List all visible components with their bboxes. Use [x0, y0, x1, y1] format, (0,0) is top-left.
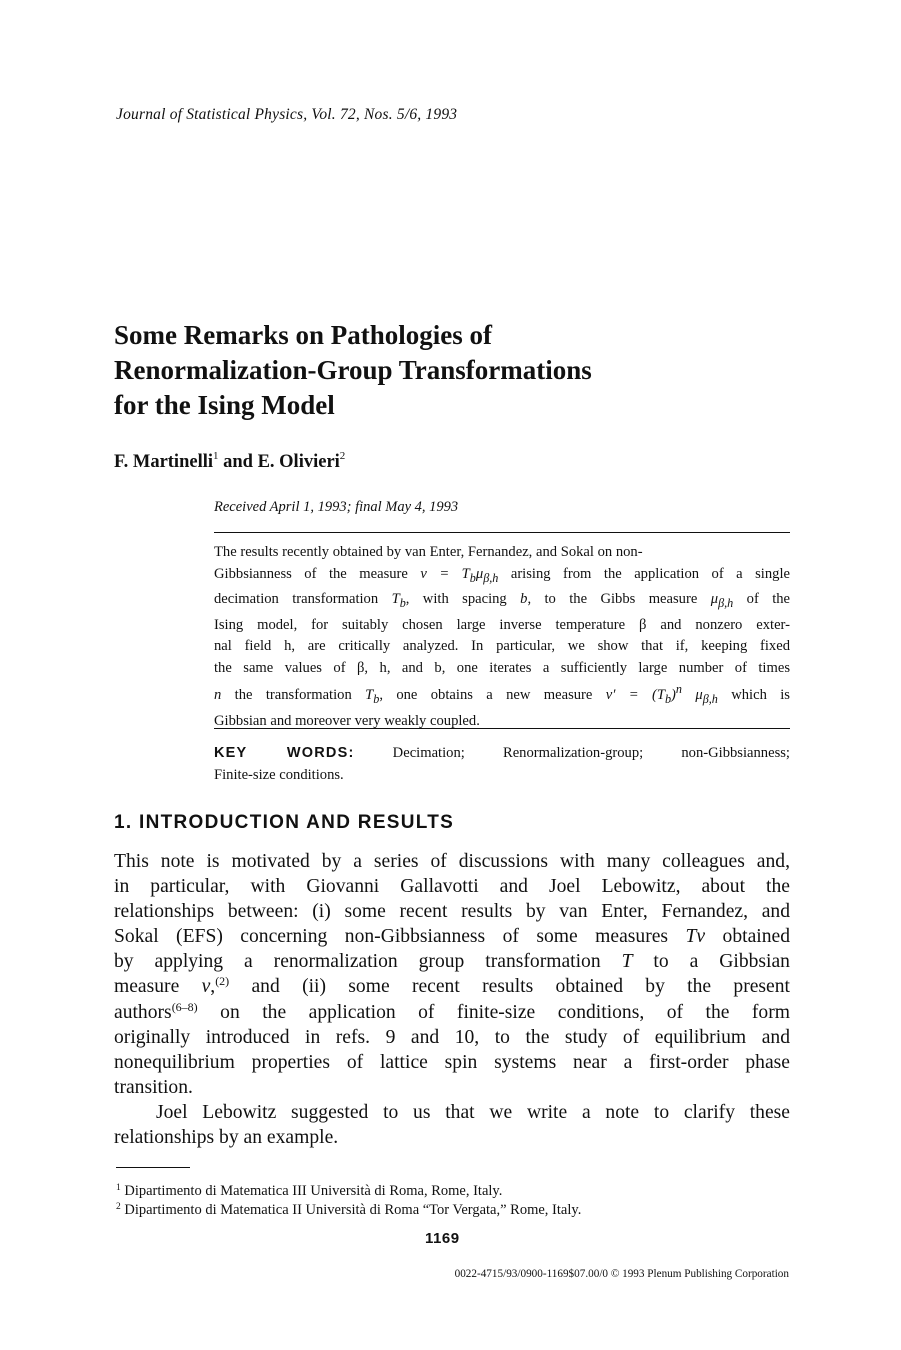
author-conjunction: and: [223, 452, 253, 472]
author-name: E. Olivieri: [257, 452, 340, 472]
abstract-line: The results recently obtained by van Enter, Fernandez, and Sokal on non-: [214, 544, 643, 560]
footnote-mark: 1: [116, 1183, 121, 1193]
abstract: [214, 542, 790, 732]
abstract-line: [214, 564, 790, 590]
abstract-text: decimation transformation: [214, 591, 379, 608]
footnote: [116, 1179, 502, 1200]
body-line: in particular, with Giovanni Gallavotti and Joel Lebowitz, about the: [114, 876, 790, 898]
abstract-bottom-rule: [214, 728, 790, 729]
body-line: This note is motivated by a series of discussions with many colleagues and,: [114, 851, 790, 872]
abstract-line: Ising model, for suitably chosen large inverse temperature β and nonzero exter-: [214, 616, 790, 633]
body-line: [114, 924, 790, 949]
math-expression: $\nu' = (T_b)^n$ $\mu_{\beta,h}$: [605, 682, 718, 707]
abstract-text: the transformation: [234, 687, 352, 704]
received-dates: Received April 1, 1993; final May 4, 1993: [214, 499, 459, 515]
keywords-label: KEY WORDS:: [214, 745, 355, 761]
abstract-line: nal field h, are critically analyzed. In particular, we show that if, keeping fixed: [214, 638, 790, 655]
keywords: [214, 743, 790, 786]
math-symbol: Tν: [685, 926, 706, 948]
math-expression: $\mu_{\beta,h}$: [710, 591, 734, 610]
affiliation-mark: 2: [339, 450, 346, 462]
title-line: Renormalization-Group Transformations: [114, 355, 592, 385]
footnote-rule: [116, 1167, 190, 1168]
body-line: originally introduced in refs. 9 and 10, to the study of equilibrium and: [114, 1026, 790, 1048]
footnote-text: Dipartimento di Matematica III Università di Roma, Rome, Italy.: [124, 1183, 503, 1199]
abstract-text: Gibbsianness of the measure: [214, 565, 408, 582]
body-line: transition.: [114, 1076, 193, 1098]
author-list: [114, 450, 345, 473]
body-line: [114, 1000, 790, 1025]
abstract-line: Gibbsian and moreover very weakly coupled.: [214, 712, 480, 729]
abstract-text: , one obtains a new measure: [379, 687, 593, 704]
abstract-line: the same values of β, h, and b, one iterates a sufficiently large number of times: [214, 659, 790, 676]
body-text: to a Gibbsian: [653, 951, 790, 973]
body-text: authors: [114, 1001, 172, 1023]
abstract-line: [214, 679, 790, 710]
journal-citation: Journal of Statistical Physics, Vol. 72, Nos. 5/6, 1993: [116, 106, 458, 123]
title-line: Some Remarks on Pathologies of: [114, 320, 492, 350]
affiliation-mark: 1: [213, 450, 219, 462]
body-text: by applying a renormalization group transformation: [114, 951, 601, 973]
keywords-text: Finite-size conditions.: [214, 766, 344, 783]
paper-title: [114, 318, 814, 423]
math-expression: $\nu = T_b\mu_{\beta,h}$: [420, 565, 499, 585]
body-text: on the application of finite-size conditions, of the form: [220, 1001, 790, 1023]
keywords-line: [214, 743, 790, 765]
copyright-line: 0022-4715/93/0900-1169$07.00/0 © 1993 Plenum Publishing Corporation: [454, 1268, 789, 1280]
body-line: Joel Lebowitz suggested to us that we write a note to clarify these: [156, 1101, 790, 1123]
author-name: F. Martinelli: [114, 452, 213, 472]
section-heading: 1. INTRODUCTION AND RESULTS: [114, 812, 455, 833]
math-expression: $T_b$: [391, 591, 406, 610]
math-symbol: T: [621, 951, 633, 973]
body-line: measure ν,$^{(2)}$ and (ii) some recent results obtained by the present: [114, 974, 790, 998]
body-text: and (ii) some recent results obtained by the present: [251, 976, 790, 998]
footnote-text: Dipartimento di Matematica II Università di Roma “Tor Vergata,” Rome, Italy.: [124, 1202, 582, 1218]
keywords-text: Decimation; Renormalization-group; non-Gibbsianness;: [392, 745, 790, 761]
abstract-text: of the: [746, 591, 791, 608]
math-expression: $T_b$: [365, 687, 380, 707]
page-number: 1169: [425, 1230, 460, 1247]
abstract-text: , with spacing: [405, 591, 507, 608]
body-line: nonequilibrium properties of lattice spin systems near a first-order phase: [114, 1051, 790, 1073]
footnote: [116, 1198, 581, 1219]
body-line: [114, 949, 790, 974]
abstract-text: , to the Gibbs measure: [527, 591, 698, 608]
body-text: measure: [114, 976, 180, 998]
math-symbol: b: [520, 591, 528, 608]
body-text: obtained: [722, 926, 790, 948]
math-symbol: ν: [201, 976, 211, 998]
abstract-line: [214, 589, 790, 615]
body-paragraph: [114, 849, 790, 1150]
body-line: relationships between: (i) some recent results by van Enter, Fernandez, and: [114, 901, 790, 923]
body-line: relationships by an example.: [114, 1127, 339, 1149]
citation-ref: (6–8): [171, 999, 198, 1014]
abstract-text: arising from the application of a single: [510, 565, 790, 582]
abstract-top-rule: [214, 532, 790, 533]
title-line: for the Ising Model: [114, 390, 335, 420]
abstract-text: which is: [731, 687, 790, 704]
footnote-mark: 2: [116, 1202, 121, 1212]
citation-ref: (2): [215, 974, 230, 989]
body-text: Sokal (EFS) concerning non-Gibbsianness of some measures: [114, 926, 669, 948]
math-symbol: n: [214, 687, 222, 704]
